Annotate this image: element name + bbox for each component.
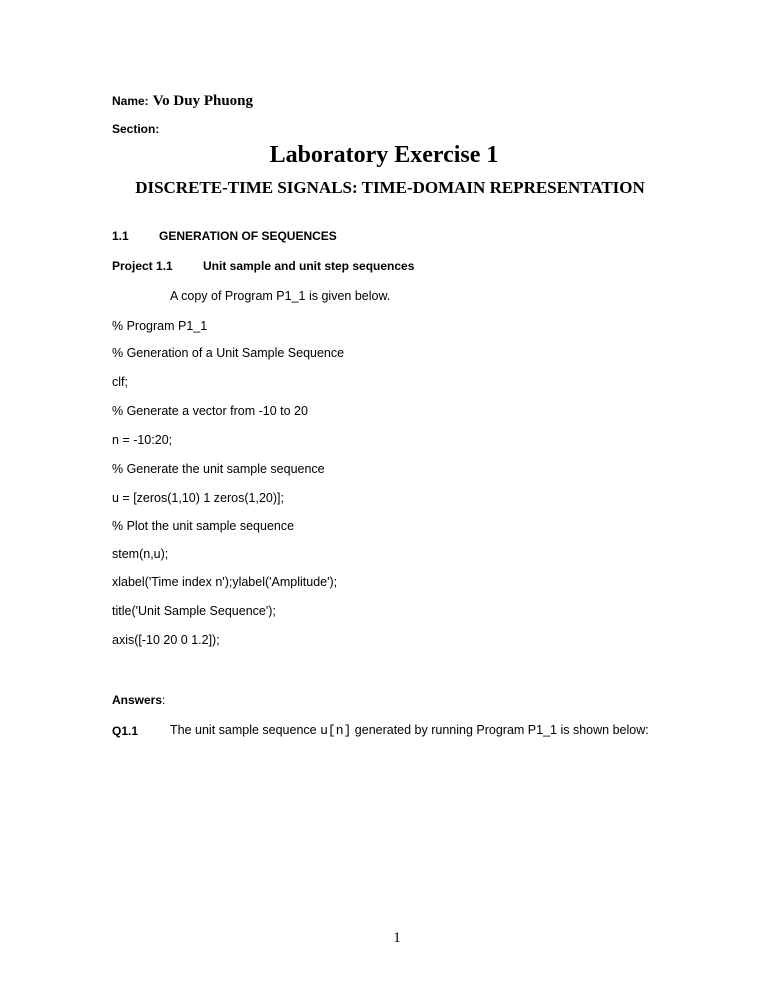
project-label: Project 1.1 [112,259,173,273]
answers-colon: : [162,693,166,707]
code-line: % Generation of a Unit Sample Sequence [112,346,345,360]
page-subtitle: DISCRETE-TIME SIGNALS: TIME-DOMAIN REPRESENTATION [135,178,645,197]
question-text [170,723,649,738]
section-number: 1.1 [112,229,129,243]
intro-text: A copy of Program P1_1 is given below. [170,289,391,303]
code-line: u = [zeros(1,10) 1 zeros(1,20)]; [112,491,284,505]
answers-heading [112,693,165,707]
code-line: % Generate a vector from -10 to 20 [112,404,308,418]
code-line: clf; [112,375,128,389]
code-line: n = -10:20; [112,433,173,447]
section-label: Section: [112,122,160,136]
answers-label: Answers [112,693,163,707]
code-line: % Program P1_1 [112,319,208,333]
code-line: axis([-10 20 0 1.2]); [112,633,220,647]
code-line: % Plot the unit sample sequence [112,519,295,533]
code-line: title('Unit Sample Sequence'); [112,604,276,618]
project-title: Unit sample and unit step sequences [203,259,415,273]
code-line: stem(n,u); [112,547,169,561]
question-text-before: The unit sample sequence [170,723,321,737]
question-text-after: generated by running Program P1_1 is shown below: [351,723,649,737]
code-line: % Generate the unit sample sequence [112,462,325,476]
name-label: Name: [112,94,149,108]
question-code: u[n] [320,723,352,738]
name-line [112,92,253,110]
question-label: Q1.1 [112,724,139,738]
name-value: Vo Duy Phuong [152,93,254,109]
section-title: GENERATION OF SEQUENCES [159,229,337,243]
page-number: 1 [393,930,401,946]
code-line: xlabel('Time index n');ylabel('Amplitude'); [112,575,338,589]
page-title: Laboratory Exercise 1 [269,142,499,168]
